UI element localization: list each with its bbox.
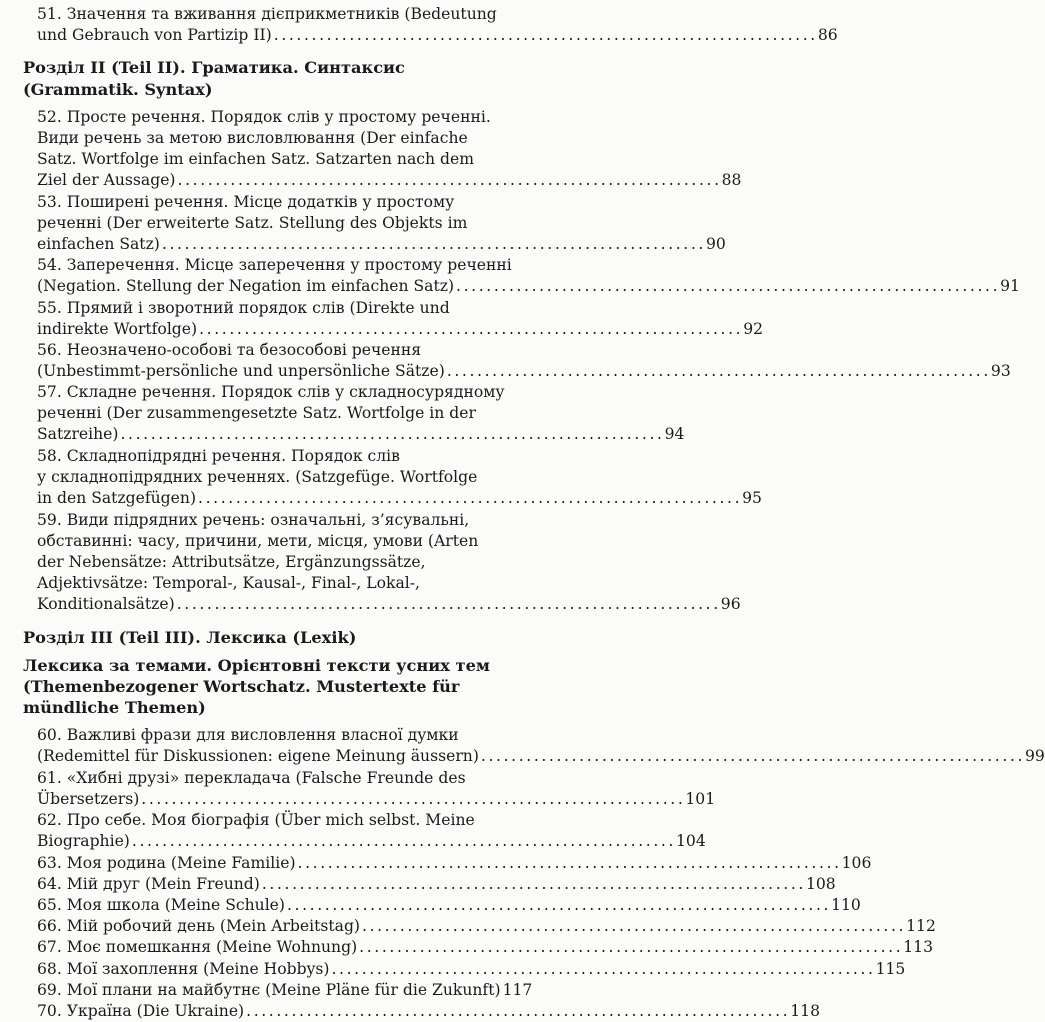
toc-entry-line [37,467,515,488]
section-subheading: (Themenbezogener Wortschatz. Mustertexte für [23,677,460,696]
toc-entry-text: 66. Мій робочий день (Mein Arbeitstag) [37,917,361,936]
toc-entry-line [37,382,515,403]
page-number: 118 [790,1002,820,1020]
toc-entry-line [37,789,716,810]
page-number: 96 [720,594,741,613]
toc-entry-line [37,192,515,213]
page-number: 101 [685,789,716,808]
dot-leader: ........................................................................ [177,170,722,189]
page-number: 106 [841,853,872,872]
toc-entry-text: 61. «Хибні друзі» перекладача (Falsche Freunde des [37,768,466,787]
toc-entry-line [37,446,515,467]
toc-entry-text: 53. Поширені речення. Місце додатків у простому [37,192,455,211]
toc-entry-text: 64. Мій друг (Mein Freund) [37,874,260,893]
toc-entry-text: (Unbestimmt-persönliche und unpersönliche Sätze) [37,362,445,380]
toc-entry-text: 62. Про себе. Моя біографія (Über mich selbst. Meine [37,811,475,830]
toc-entry [37,810,706,852]
toc-entry-text: 65. Моя школа (Meine Schule) [37,896,285,914]
toc-entry-text: 69. Мої плани на майбутнє (Meine Pläne für die Zukunft) [37,980,501,999]
toc-entry-text: реченні (Der zusammengesetzte Satz. Wortfolge in der [37,404,476,423]
dot-leader: ........................................................................ [131,832,676,851]
toc-entry-line [37,916,936,937]
section-heading: Розділ III (Teil III). Лексика (Lexik) [23,627,357,647]
dot-leader: ........................................................................ [120,425,665,444]
dot-leader: ........................................................................ [141,789,686,808]
toc-entry-line [37,746,1045,767]
toc-entry [37,959,906,980]
toc-entry-line [37,298,515,319]
toc-entry-text: Biographie) [37,832,130,851]
toc-entry-line [37,768,515,789]
toc-entry-text: 67. Моє помешкання (Meine Wohnung) [37,938,358,957]
dot-leader: ........................................................................ [199,319,744,338]
dot-leader: ........................................................................ [287,896,832,914]
toc-entry-text: 56. Неозначено-особові та безособові речення [37,341,422,359]
dot-leader: ........................................................................ [176,594,721,613]
toc-entry-line [37,128,515,149]
toc-entry [37,192,726,255]
toc-entry [37,107,742,191]
toc-entry-text: einfachen Satz) [37,234,160,253]
toc-entry-line [37,874,836,895]
toc-entry [37,725,1045,767]
toc-entry-line [37,25,838,46]
toc-entry [37,255,1020,297]
toc-entry-text: 59. Види підрядних речень: означальні, з’ясувальні, [37,510,470,529]
toc-entry [37,853,872,874]
dot-leader: ........................................................................ [297,853,842,872]
page-number: 113 [903,938,934,957]
page-number: 117 [502,980,533,999]
toc-entry-line [37,149,515,170]
toc-entry-line [37,810,515,831]
toc-entry-line [37,853,872,874]
dot-leader: ........................................................................ [246,1002,791,1020]
toc-entry-text: (Redemittel für Diskussionen: eigene Meinung äussern) [37,747,479,766]
dot-leader: ........................................................................ [331,959,876,978]
dot-leader: ........................................................................ [161,234,706,253]
page-number: 94 [664,425,685,444]
page-number: 108 [805,874,836,893]
dot-leader: ........................................................................ [456,277,1001,296]
toc-entry-line [37,937,934,958]
toc-entry-line [37,831,706,852]
toc-entry-line [37,424,685,445]
toc-entry-line [37,213,515,234]
toc-entry-line [37,107,515,128]
toc-entry-text: 60. Важливі фрази для висловлення власної думки [37,726,459,745]
toc-entry-text: 52. Просте речення. Порядок слів у простому реченні. [37,107,491,126]
dot-leader: ........................................................................ [446,362,991,380]
toc-entry-text: Satz. Wortfolge im einfachen Satz. Satzarten nach dem [37,149,474,168]
toc-entry-line [37,319,764,340]
toc-entry-line [37,488,762,509]
toc-entry-text: in den Satzgefügen) [37,489,197,507]
toc-entry-text: 63. Моя родина (Meine Familie) [37,853,296,872]
toc-entry-text: 55. Прямий і зворотний порядок слів (Direkte und [37,298,450,317]
page-number: 92 [743,319,764,338]
toc-entry [37,4,838,46]
toc-entry-line [37,725,515,746]
toc-entry-line [37,255,515,276]
page-number: 86 [817,26,838,44]
page-number: 93 [990,362,1011,380]
toc-entry-text: обставинні: часу, причини, мети, місця, умови (Arten [37,531,479,550]
toc-entry-line [37,1001,820,1022]
section-heading: (Grammatik. Syntax) [23,79,213,99]
toc-entry-text: Übersetzers) [37,789,140,808]
toc-entry-line [37,276,1020,297]
toc-entry-text: Види речень за метою висловлювання (Der einfache [37,128,468,147]
section-subheading: mündliche Themen) [23,698,206,718]
toc-entry [37,510,741,615]
toc-entry-line [37,4,515,25]
toc-entry-line [37,594,741,615]
toc-entry [37,895,861,916]
section-heading: Розділ II (Teil II). Граматика. Синтаксис [23,58,405,78]
toc-entry-text: Konditionalsätze) [37,594,175,613]
toc-entry-line [37,895,861,916]
toc-entry-line [37,980,533,1001]
dot-leader: ........................................................................ [359,938,904,957]
page-number: 104 [676,832,706,851]
toc-entry [37,446,762,509]
toc-entry-line [37,510,515,531]
toc-entry [37,916,936,937]
toc-entry-text: реченні (Der erweiterte Satz. Stellung des Objekts im [37,213,468,232]
toc-entry-line [37,340,515,361]
dot-leader: ........................................................................ [480,747,1026,766]
toc-entry [37,340,1011,382]
dot-leader: ........................................................................ [362,917,907,936]
toc-entry [37,980,533,1001]
toc-entry-line [37,552,515,573]
toc-entry-text: Ziel der Aussage) [37,170,176,189]
toc-entry-text: (Negation. Stellung der Negation im einfachen Satz) [37,277,455,296]
toc-entry-text: Adjektivsätze: Temporal-, Kausal-, Final-, Lokal-, [37,573,421,592]
page-number: 88 [721,170,742,189]
toc-entry-line [37,170,742,191]
page-number: 90 [705,234,726,253]
page-number: 110 [831,896,861,914]
toc-entry-text: 57. Складне речення. Порядок слів у складносурядному [37,383,505,402]
toc-entry-line [37,234,726,255]
toc-entry-text: indirekte Wortfolge) [37,319,198,338]
toc-entry-line [37,361,1011,382]
page-number: 95 [742,489,762,507]
toc-entry-line [37,573,515,594]
toc-entry-text: 58. Складнопідрядні речення. Порядок слів [37,447,400,465]
page-number: 91 [1000,277,1020,296]
toc-entry-text: 51. Значення та вживання дієприкметників (Bedeutung [37,5,497,23]
toc-entry-text: Satzreihe) [37,425,119,444]
section-subheading: Лексика за темами. Орієнтовні тексти усних тем [23,655,490,675]
page-number: 115 [875,959,906,978]
toc-entry-text: 70. Україна (Die Ukraine) [37,1002,245,1020]
toc-entry [37,874,836,895]
toc-entry-text: 54. Заперечення. Місце заперечення у простому реченні [37,256,512,275]
toc-entry [37,937,934,958]
toc-entry-text: 68. Мої захоплення (Meine Hobbys) [37,959,330,978]
toc-entry [37,1001,820,1022]
toc-entry-line [37,403,515,424]
page-number: 112 [906,917,936,936]
toc-entry-text: у складнопідрядних реченнях. (Satzgefüge. Wortfolge [37,468,478,486]
dot-leader: ........................................................................ [198,489,743,507]
toc-entry [37,382,685,445]
toc-entry-line [37,959,906,980]
toc-entry-text: der Nebensätze: Attributsätze, Ergänzungssätze, [37,552,426,571]
toc-entry-text: und Gebrauch von Partizip II) [37,26,272,44]
dot-leader: ........................................................................ [273,26,818,44]
toc-entry-line [37,531,515,552]
toc-entry [37,768,716,810]
dot-leader: ........................................................................ [261,874,806,893]
page-number: 99 [1025,747,1045,766]
toc-entry [37,298,764,340]
